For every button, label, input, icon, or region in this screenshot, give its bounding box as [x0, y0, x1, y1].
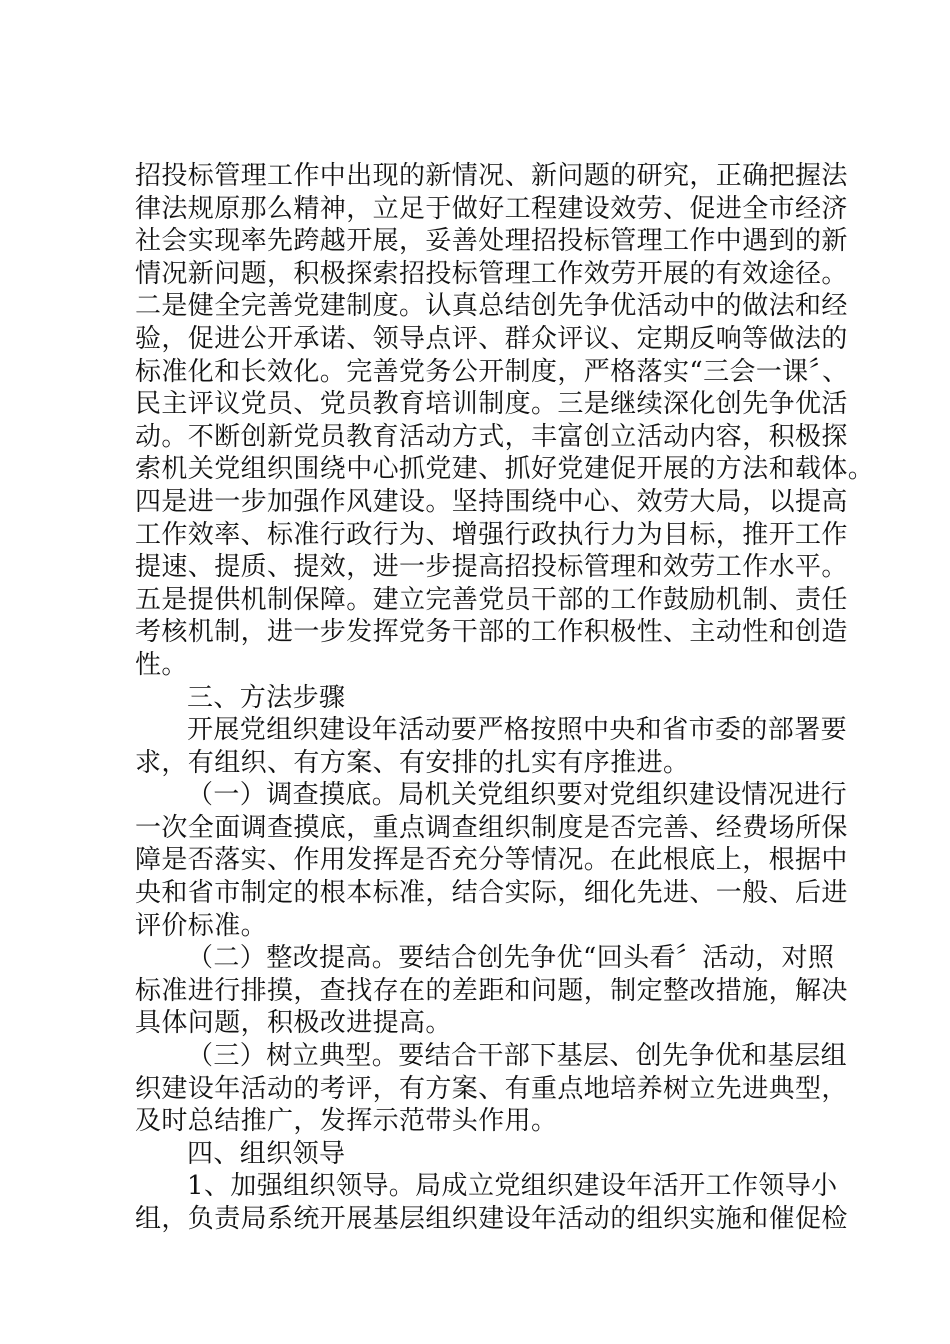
text-line: 民主评议党员、党员教育培训制度。三是继续深化创先争优活 [135, 389, 848, 420]
text-line: 提速、提质、提效，进一步提高招投标管理和效劳工作水平。 [135, 552, 848, 583]
paragraph-step-models [135, 1040, 848, 1138]
text-line: 求，有组织、有方案、有安排的扎实有序推进。 [135, 747, 690, 778]
text-line: 索机关党组织围绕中心抓党建、抓好党建促开展的方法和载体。 [135, 454, 875, 485]
text-line: （一）调查摸底。局机关党组织要对党组织建设情况进行 [187, 780, 848, 811]
text-line: 组，负责局系统开展基层组织建设年活动的组织实施和催促检 [135, 1204, 848, 1234]
text-line: 性。 [135, 649, 188, 680]
text-line: 招投标管理工作中出现的新情况、新问题的研究，正确把握法 [135, 161, 848, 191]
text-line: 及时总结推广，发挥示范带头作用。 [135, 1106, 558, 1137]
text-line: 社会实现率先跨越开展，妥善处理招投标管理工作中遇到的新 [135, 226, 848, 257]
text-line: 开展党组织建设年活动要严格按照中央和省市委的部署要 [187, 715, 848, 746]
document-body [135, 160, 875, 1236]
text-line: 验，促进公开承诺、领导点评、群众评议、定期反响等做法的 [135, 323, 848, 354]
text-line: 织建设年活动的考评，有方案、有重点地培养树立先进典型， [135, 1073, 848, 1104]
text-line: （三）树立典型。要结合干部下基层、创先争优和基层组 [187, 1041, 848, 1072]
text-line: 央和省市制定的根本标准，结合实际，细化先进、一般、后进 [135, 878, 848, 909]
paragraph-step-rectification [135, 942, 848, 1040]
text-line: 四是进一步加强作风建设。坚持围绕中心、效劳大局，以提高 [135, 486, 848, 517]
section-heading-organization-leadership [135, 1138, 835, 1171]
heading-line: 三、方法步骤 [187, 682, 346, 713]
paragraph-party-building-tasks [135, 160, 875, 682]
text-line: 评价标准。 [135, 910, 268, 941]
heading-line: 四、组织领导 [187, 1138, 346, 1169]
section-heading-methods-steps [135, 682, 835, 715]
text-line: 1、加强组织领导。局成立党组织建设年活开工作领导小 [187, 1171, 838, 1202]
text-line: 一次全面调查摸底，重点调查组织制度是否完善、经费场所保 [135, 812, 848, 843]
text-line: 五是提供机制保障。建立完善党员干部的工作鼓励机制、责任 [135, 584, 848, 615]
text-line: 障是否落实、作用发挥是否充分等情况。在此根底上，根据中 [135, 845, 848, 876]
text-line: 情况新问题，积极探索招投标管理工作效劳开展的有效途径。 [135, 258, 848, 289]
text-line: 动。不断创新党员教育活动方式，丰富创立活动内容，积极探 [135, 421, 848, 452]
paragraph-leadership-item-1 [135, 1170, 848, 1235]
text-line: 标准化和长效化。完善党务公开制度，严格落实“三会一课〞、 [135, 356, 849, 387]
text-line: 二是健全完善党建制度。认真总结创先争优活动中的做法和经 [135, 291, 848, 322]
paragraph-methods-intro [135, 714, 848, 779]
text-line: 工作效率、标准行政行为、增强行政执行力为目标，推开工作 [135, 519, 848, 550]
paragraph-step-investigation [135, 779, 848, 942]
text-line: （二）整改提高。要结合创先争优“回头看〞活动，对照 [187, 943, 835, 974]
text-line: 考核机制，进一步发挥党务干部的工作积极性、主动性和创造 [135, 617, 848, 648]
text-line: 标准进行排摸，查找存在的差距和问题，制定整改措施，解决 [135, 975, 848, 1006]
text-line: 律法规原那么精神，立足于做好工程建设效劳、促进全市经济 [135, 193, 848, 224]
text-line: 具体问题，积极改进提高。 [135, 1008, 452, 1039]
